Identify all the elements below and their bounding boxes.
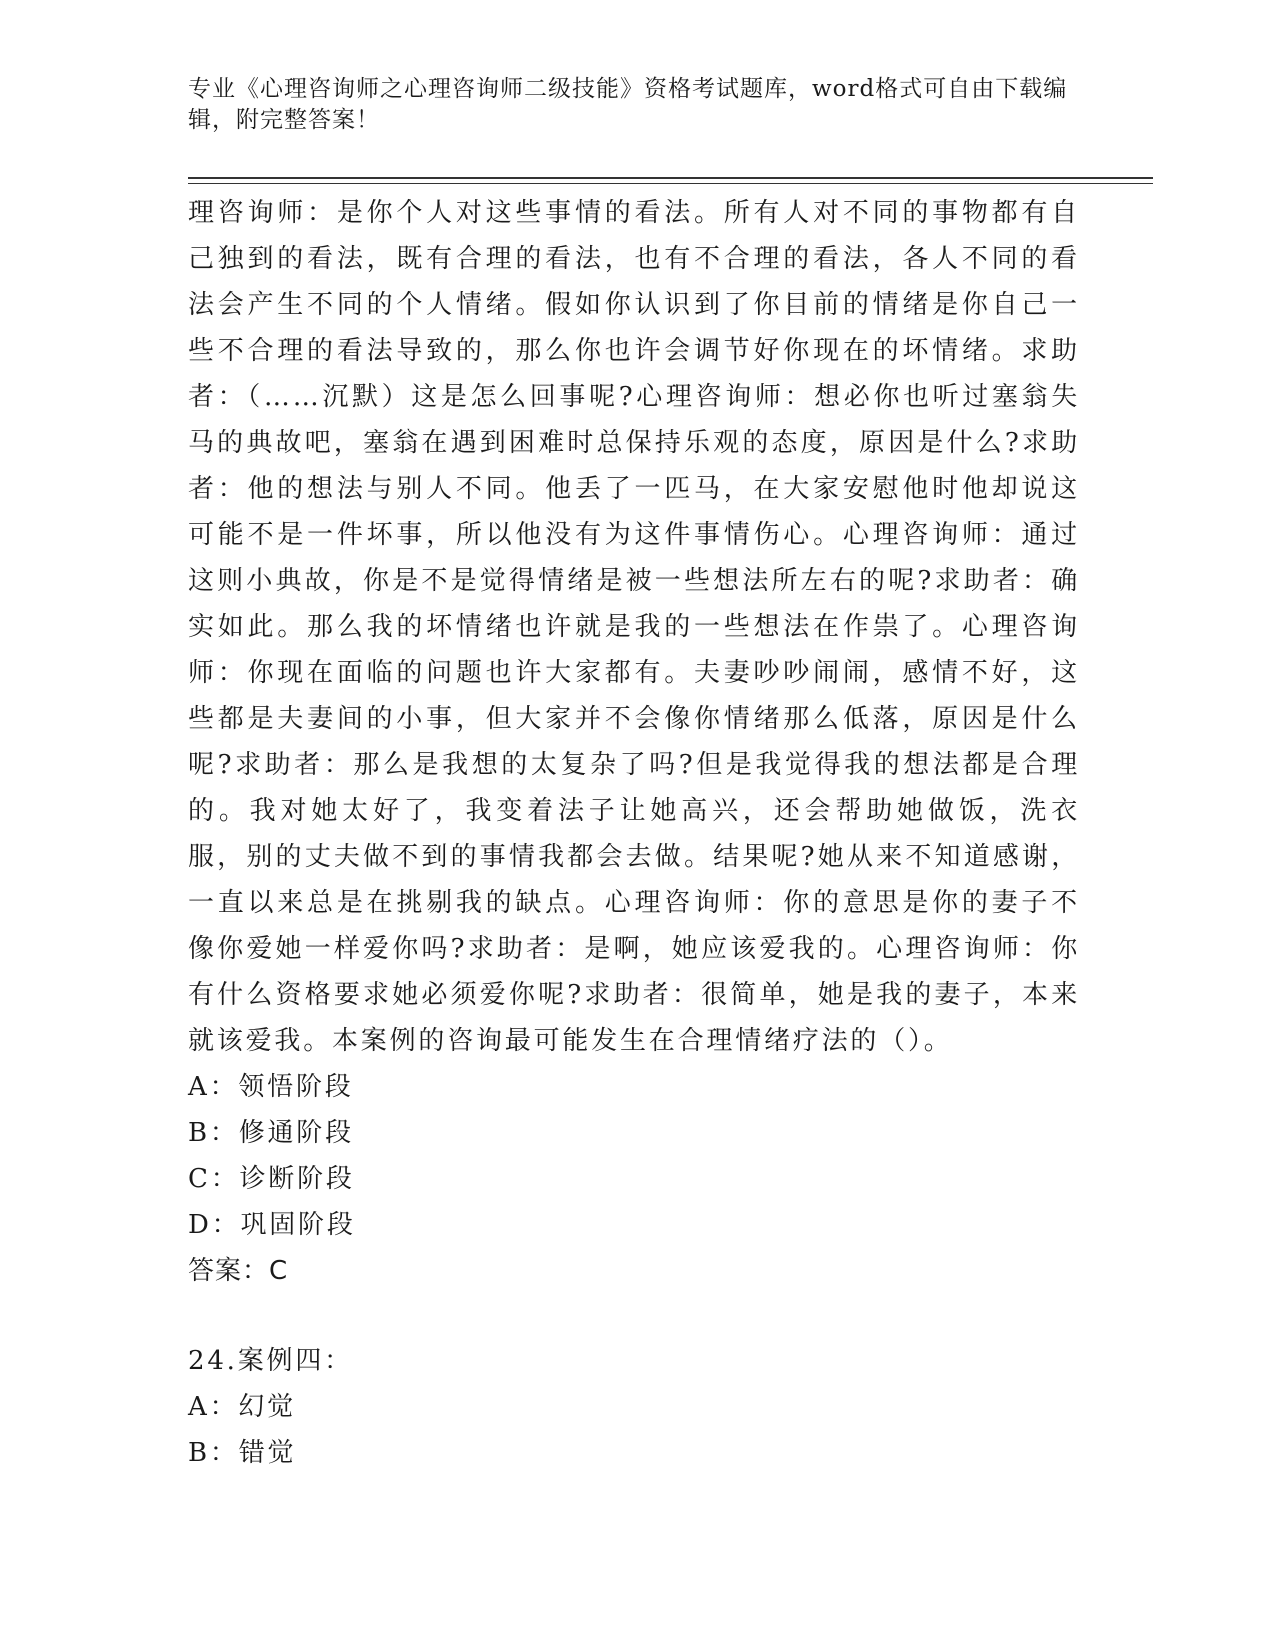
page-body bbox=[188, 190, 1080, 1476]
option-b: B：修通阶段 bbox=[188, 1118, 354, 1148]
section-spacer bbox=[188, 1294, 1080, 1338]
page-header: 专业《心理咨询师之心理咨询师二级技能》资格考试题库，word格式可自由下载编辑，附完整答案！ bbox=[188, 76, 1068, 133]
question-title: 24.案例四： bbox=[188, 1346, 353, 1376]
question-text: 理咨询师：是你个人对这些事情的看法。所有人对不同的事物都有自己独到的看法，既有合理的看法，也有不合理的看法，各人不同的看法会产生不同的个人情绪。假如你认识到了你目前的情绪是你自己一些不合理的看法导致的，那么你也许会调节好你现在的坏情绪。求助者：（……沉默）这是怎么回事呢?心理咨询师：想必你也听过塞翁失马的典故吧，塞翁在遇到困难时总保持乐观的态度，原因是什么?求助者：他的想法与别人不同。他丢了一匹马，在大家安慰他时他却说这可能不是一件坏事，所以他没有为这件事情伤心。心理咨询师：通过这则小典故，你是不是觉得情绪是被一些想法所左右的呢?求助者：确实如此。那么我的坏情绪也许就是我的一些想法在作祟了。心理咨询师：你现在面临的问题也许大家都有。夫妻吵吵闹闹，感情不好，这些都是夫妻间的小事，但大家并不会像你情绪那么低落，原因是什么呢?求助者：那么是我想的太复杂了吗?但是我觉得我的想法都是合理的。我对她太好了，我变着法子让她高兴，还会帮助她做饭，洗衣服，别的丈夫做不到的事情我都会去做。结果呢?她从来不知道感谢，一直以来总是在挑剔我的缺点。心理咨询师：你的意思是你的妻子不像你爱她一样爱你吗?求助者：是啊，她应该爱我的。心理咨询师：你有什么资格要求她必须爱你呢?求助者：很简单，她是我的妻子，本来就该爱我。本案例的咨询最可能发生在合理情绪疗法的（）。 bbox=[188, 198, 1080, 1056]
option-c: C：诊断阶段 bbox=[188, 1164, 355, 1194]
option-d: D：巩固阶段 bbox=[188, 1210, 356, 1240]
header-divider-thick bbox=[188, 177, 1153, 179]
option-a: A：幻觉 bbox=[188, 1392, 296, 1422]
header-divider-thin bbox=[188, 183, 1153, 184]
option-b: B：错觉 bbox=[188, 1438, 297, 1468]
answer-line: 答案：C bbox=[188, 1256, 289, 1286]
option-a: A：领悟阶段 bbox=[188, 1072, 354, 1102]
